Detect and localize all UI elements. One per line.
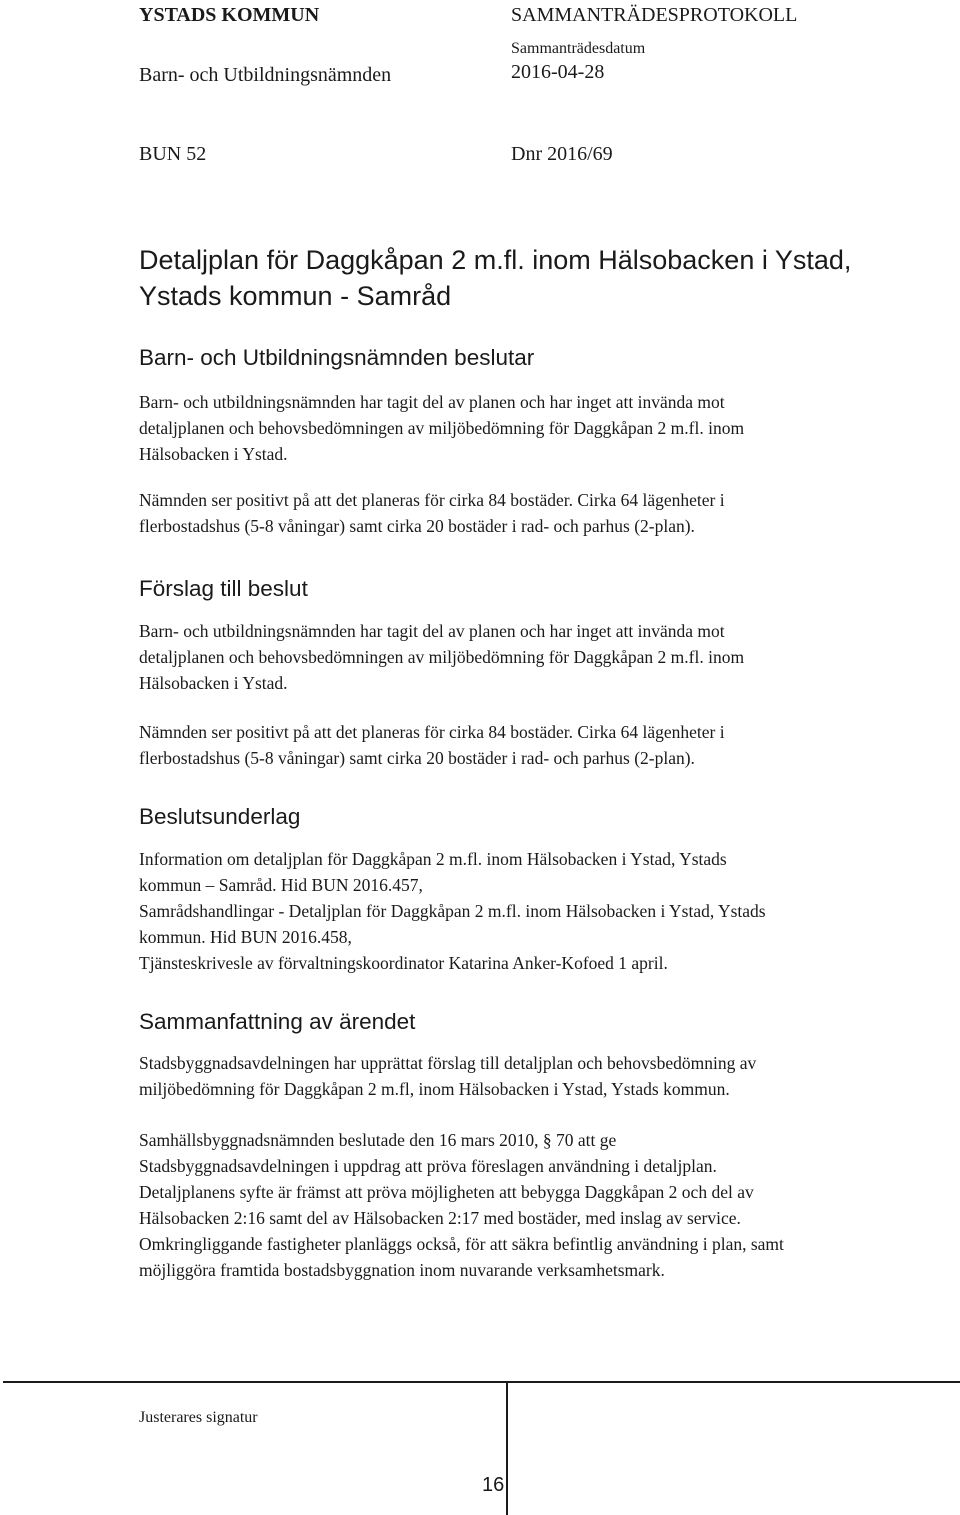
title-line: Detaljplan för Daggkåpan 2 m.fl. inom Hälsobacken i Ystad, [139,245,852,275]
committee-name: Barn- och Utbildningsnämnden [139,64,392,86]
proposal-paragraph-2 [139,719,939,771]
text-line: möjliggöra framtida bostadsbyggnation inom nuvarande verksamhetsmark. [139,1260,665,1280]
text-line: Barn- och utbildningsnämnden har tagit del av planen och har inget att invända mot [139,621,725,641]
page-title [139,242,851,314]
meeting-date: 2016-04-28 [511,61,605,83]
text-line: kommun – Samråd. Hid BUN 2016.457, [139,875,423,895]
decision-paragraph-1 [139,389,939,467]
text-line: Stadsbyggnadsavdelningen i uppdrag att pröva föreslagen användning i detaljplan. [139,1156,717,1176]
decision-paragraph-2 [139,487,939,539]
footer-rule [3,1381,960,1383]
proposal-heading: Förslag till beslut [139,576,308,601]
summary-paragraph-2 [139,1127,939,1283]
text-line: Barn- och utbildningsnämnden har tagit del av planen och har inget att invända mot [139,392,725,412]
signature-label: Justerares signatur [139,1409,258,1426]
title-line: Ystads kommun - Samråd [139,281,452,311]
text-line: Samhällsbyggnadsnämnden beslutade den 16 mars 2010, § 70 att ge [139,1130,617,1150]
summary-paragraph-1 [139,1050,939,1102]
text-line: kommun. Hid BUN 2016.458, [139,927,352,947]
text-line: Nämnden ser positivt på att det planeras för cirka 84 bostäder. Cirka 64 lägenheter i [139,722,725,742]
municipality-name: YSTADS KOMMUN [139,4,320,26]
basis-list [139,846,939,976]
text-line: Nämnden ser positivt på att det planeras för cirka 84 bostäder. Cirka 64 lägenheter i [139,490,725,510]
text-line: miljöbedömning för Daggkåpan 2 m.fl, inom Hälsobacken i Ystad, Ystads kommun. [139,1079,730,1099]
text-line: Hälsobacken i Ystad. [139,444,288,464]
registration-number: Dnr 2016/69 [511,143,613,165]
text-line: flerbostadshus (5-8 våningar) samt cirka 20 bostäder i rad- och parhus (2-plan). [139,516,695,536]
meeting-date-label: Sammanträdesdatum [511,40,646,57]
text-line: detaljplanen och behovsbedömningen av miljöbedömning för Daggkåpan 2 m.fl. inom [139,647,745,667]
case-number: BUN 52 [139,143,207,165]
text-line: Information om detaljplan för Daggkåpan 2 m.fl. inom Hälsobacken i Ystad, Ystads [139,849,727,869]
page-number: 16 [482,1474,505,1496]
decision-heading: Barn- och Utbildningsnämnden beslutar [139,345,535,370]
text-line: Tjänsteskrivesle av förvaltningskoordinator Katarina Anker-Kofoed 1 april. [139,953,668,973]
text-line: Hälsobacken i Ystad. [139,673,288,693]
text-line: flerbostadshus (5-8 våningar) samt cirka 20 bostäder i rad- och parhus (2-plan). [139,748,695,768]
text-line: Stadsbyggnadsavdelningen har upprättat förslag till detaljplan och behovsbedömning av [139,1053,757,1073]
summary-heading: Sammanfattning av ärendet [139,1009,416,1034]
text-line: detaljplanen och behovsbedömningen av miljöbedömning för Daggkåpan 2 m.fl. inom [139,418,745,438]
proposal-paragraph-1 [139,618,939,696]
basis-heading: Beslutsunderlag [139,804,301,829]
text-line: Detaljplanens syfte är främst att pröva möjligheten att bebygga Daggkåpan 2 och del av [139,1182,754,1202]
document-type: SAMMANTRÄDESPROTOKOLL [511,4,798,26]
text-line: Hälsobacken 2:16 samt del av Hälsobacken 2:17 med bostäder, med inslag av service. [139,1208,741,1228]
footer-divider [506,1381,508,1515]
text-line: Omkringliggande fastigheter planläggs också, för att säkra befintlig användning i plan, samt [139,1234,784,1254]
text-line: Samrådshandlingar - Detaljplan för Daggkåpan 2 m.fl. inom Hälsobacken i Ystad, Ystads [139,901,766,921]
